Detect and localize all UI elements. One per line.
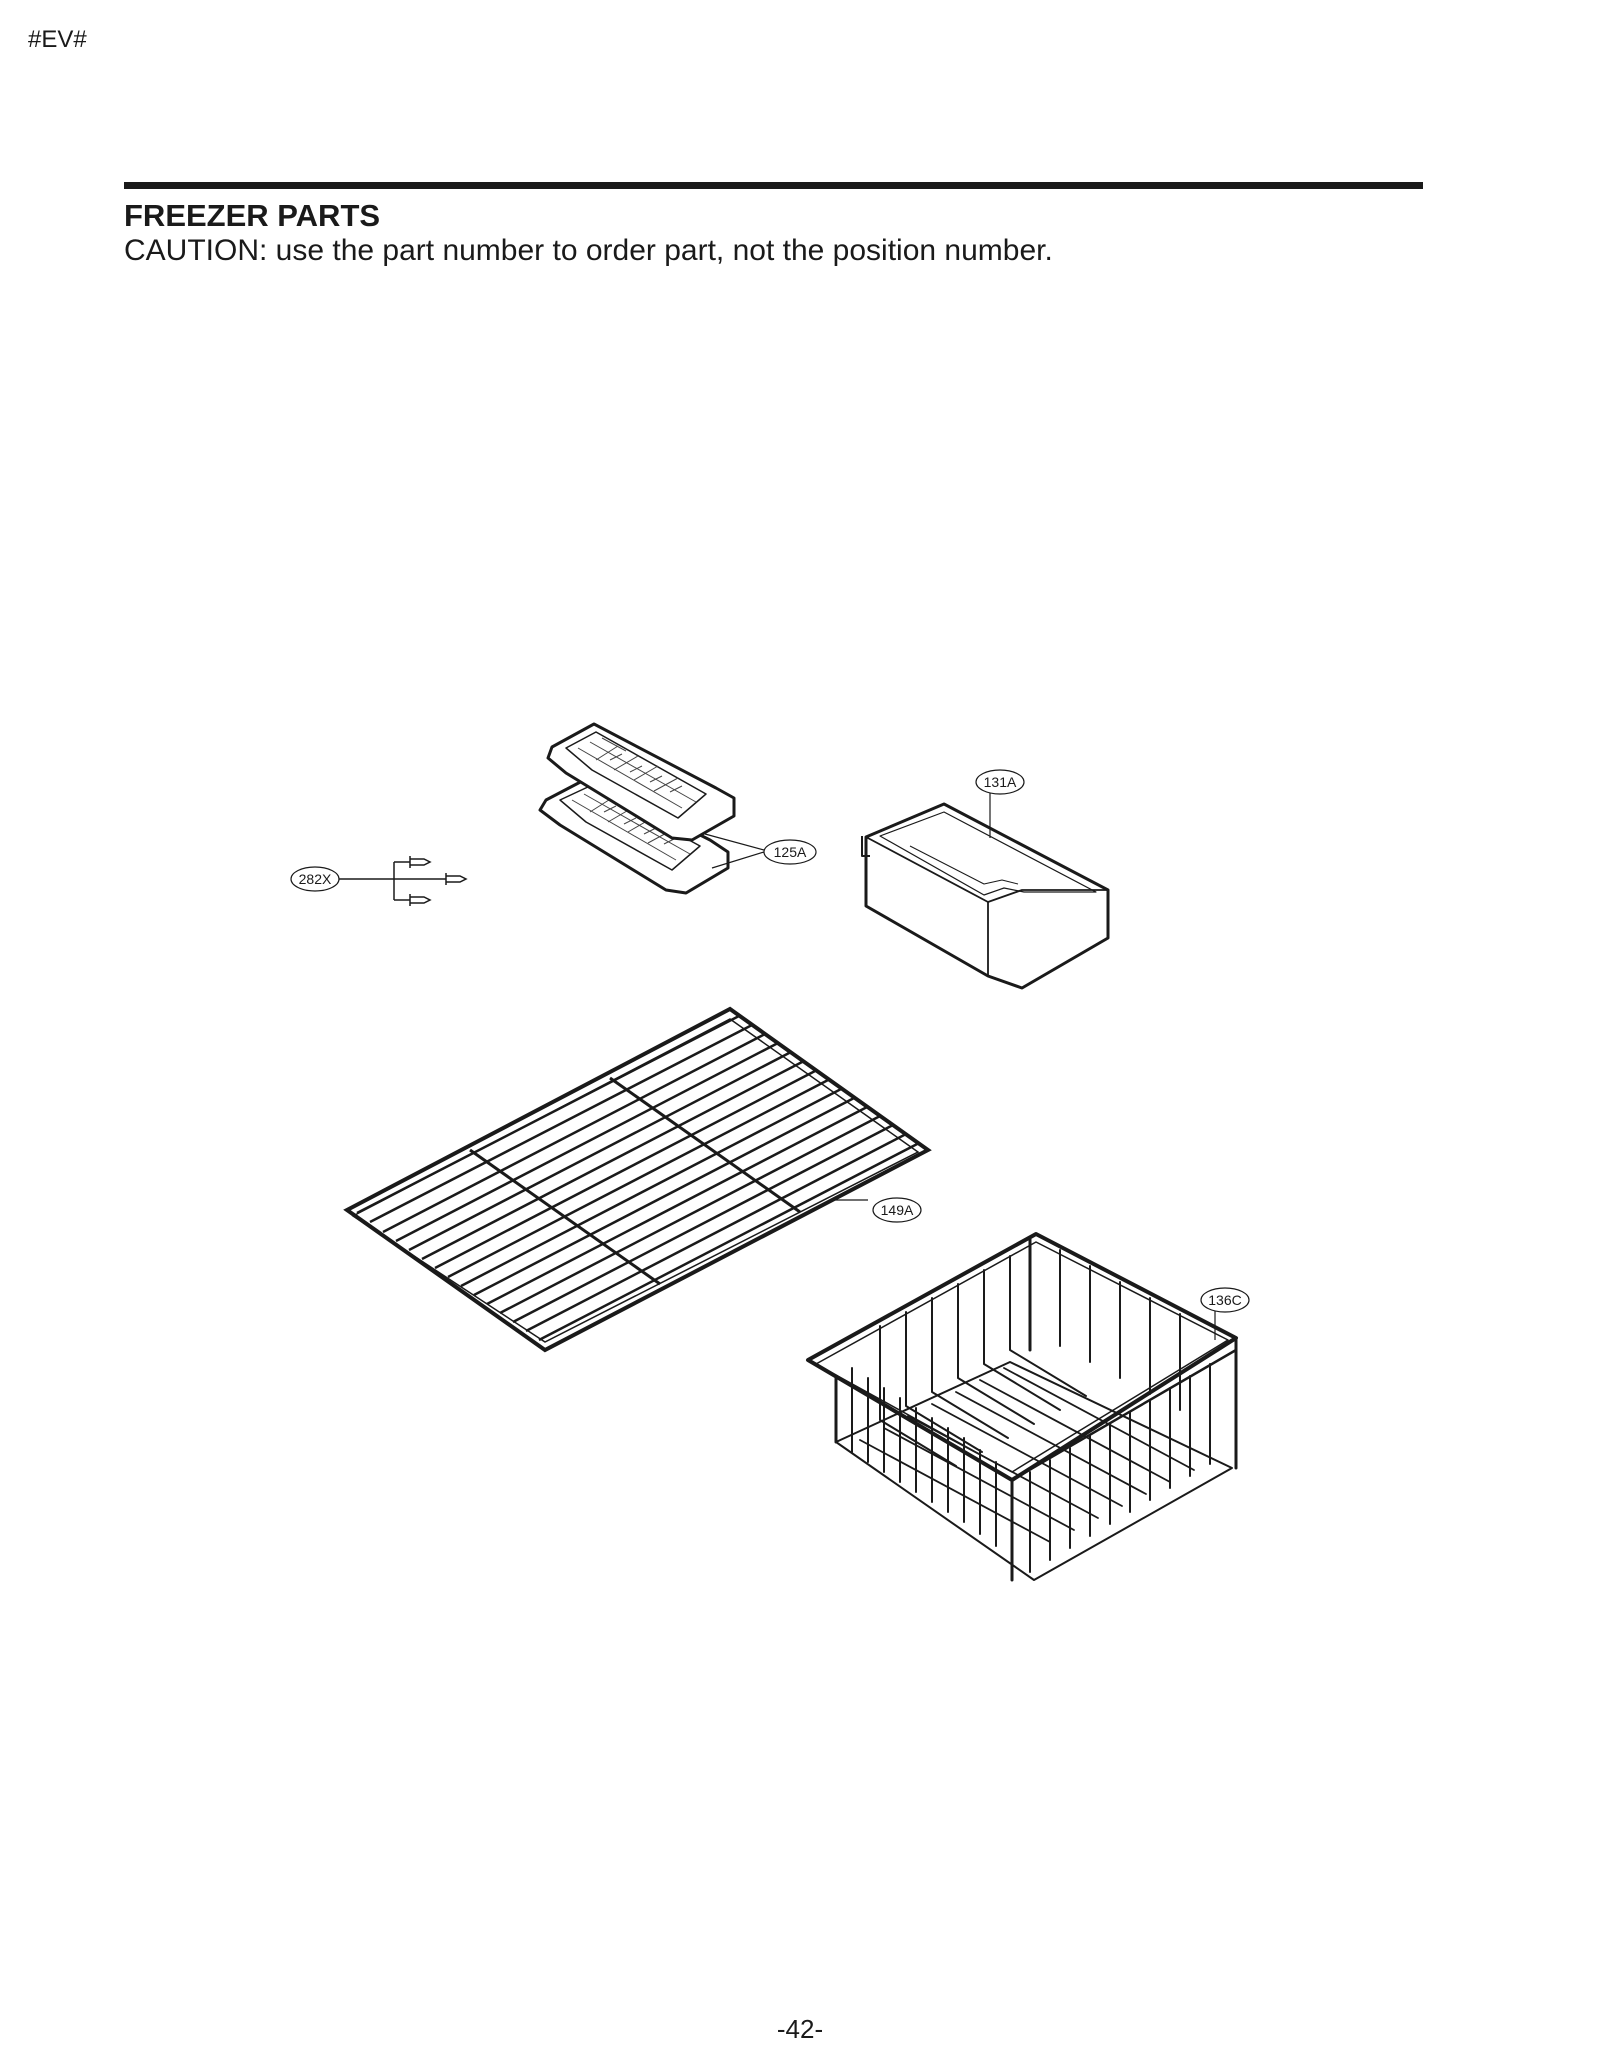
callout-label-125A: 125A	[773, 844, 807, 860]
callout-label-131A: 131A	[983, 774, 1017, 790]
callout-label-136C: 136C	[1208, 1292, 1242, 1308]
screw-1	[410, 856, 430, 868]
page-number: -42-	[776, 2014, 824, 2044]
callout-136C	[1201, 1288, 1249, 1312]
shelf-rails	[357, 1016, 921, 1340]
screw-2	[446, 873, 466, 885]
ice-bin	[862, 804, 1108, 988]
ice-trays	[540, 724, 764, 893]
callout-label-282X: 282X	[298, 871, 332, 887]
page-code: #EV#	[28, 26, 87, 53]
callout-282X	[291, 867, 339, 891]
screw-3	[410, 894, 430, 906]
caution-text: CAUTION: use the part number to order part, not the position number.	[124, 234, 1053, 267]
page-title: FREEZER PARTS	[124, 198, 381, 233]
callout-149A	[873, 1198, 921, 1222]
wire-basket	[808, 1234, 1236, 1580]
callout-131A	[976, 770, 1024, 794]
screws	[339, 856, 466, 906]
callout-125A	[764, 840, 816, 864]
wire-shelf	[347, 1009, 928, 1350]
callout-label-149A: 149A	[880, 1202, 914, 1218]
